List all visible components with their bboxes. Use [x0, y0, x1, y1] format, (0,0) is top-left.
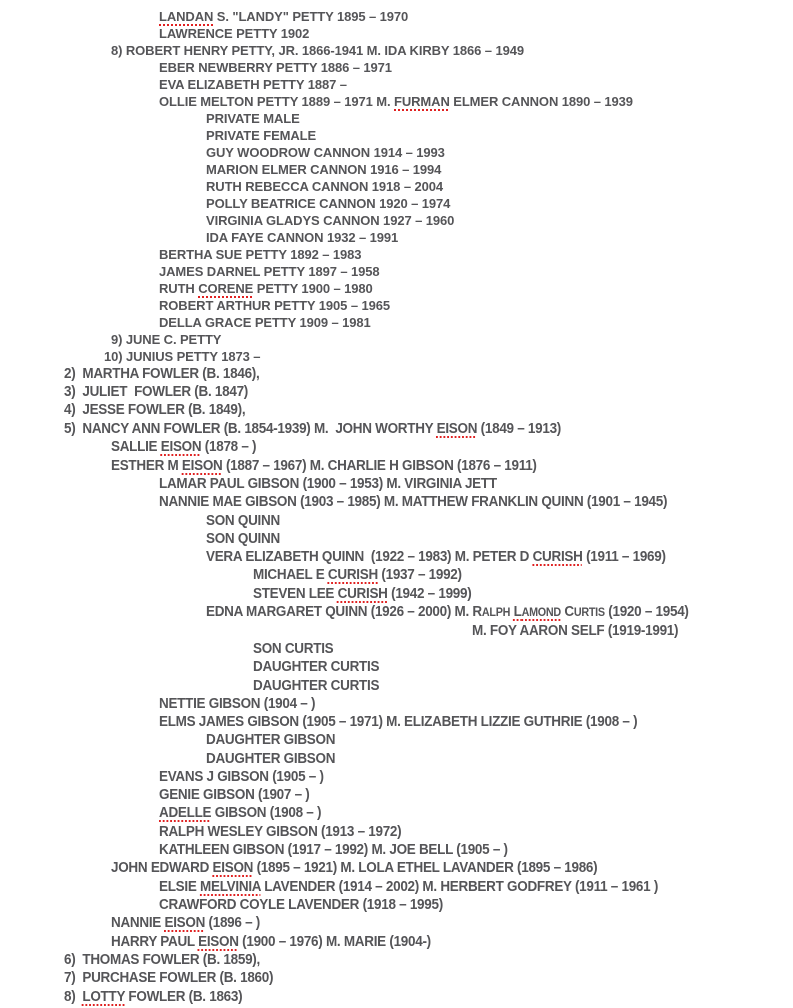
entry-text: ROBERT ARTHUR PETTY 1905 – 1965: [159, 298, 390, 313]
entry-text: 6) THOMAS FOWLER (B. 1859),: [64, 952, 260, 968]
entry-line: [64, 367, 259, 382]
entry-text: SON CURTIS: [253, 641, 334, 657]
entry-text: EVA ELIZABETH PETTY 1887 –: [159, 77, 347, 92]
entry-line: [111, 935, 431, 950]
entry-text: 4) JESSE FOWLER (B. 1849),: [64, 402, 246, 418]
entry-text: BERTHA SUE PETTY 1892 – 1983: [159, 247, 362, 262]
entry-line: [159, 715, 637, 730]
entry-text: EBER NEWBERRY PETTY 1886 – 1971: [159, 60, 392, 75]
entry-line: [159, 825, 401, 840]
entry-text: ELSIE: [159, 879, 201, 895]
entry-text: DAUGHTER GIBSON: [206, 732, 336, 748]
entry-line: [111, 44, 524, 57]
entry-line: [159, 477, 497, 492]
entry-text: VERA ELIZABETH QUINN (1922 – 1983) M. PETER D: [206, 549, 533, 565]
entry-text: ELMS JAMES GIBSON (1905 – 1971) M. ELIZABETH LIZZIE GUTHRIE (1908 – ): [159, 714, 638, 730]
entry-line: [159, 697, 315, 712]
entry-line: [159, 806, 321, 821]
entry-line: [159, 282, 373, 295]
entry-text: GENIE GIBSON (1907 – ): [159, 787, 310, 803]
entry-text: DAUGHTER CURTIS: [253, 659, 380, 675]
entry-line: [64, 403, 245, 418]
entry-line: [206, 197, 450, 210]
entry-line: [206, 752, 335, 767]
entry-text: EVANS J GIBSON (1905 – ): [159, 769, 324, 785]
entry-text: (1942 – 1999): [387, 586, 472, 602]
entry-text: GUY WOODROW CANNON 1914 – 1993: [206, 145, 445, 160]
entry-text: OLLIE MELTON PETTY 1889 – 1971 M.: [159, 94, 395, 109]
spellcheck-word[interactable]: MELVINIA: [200, 879, 261, 895]
entry-text: ALPH: [481, 606, 511, 619]
entry-text: LAWRENCE PETTY 1902: [159, 26, 310, 41]
entry-line: [159, 495, 667, 510]
entry-text: PRIVATE FEMALE: [206, 128, 317, 143]
entry-text: C: [564, 604, 574, 620]
entry-line: [206, 180, 443, 193]
entry-line: [159, 95, 633, 108]
entry-line: [159, 316, 371, 329]
entry-text: (1878 – ): [201, 439, 257, 455]
entry-line: [159, 299, 390, 312]
entry-line: [111, 916, 260, 931]
entry-text: JAMES DARNEL PETTY 1897 – 1958: [159, 264, 380, 279]
entry-line: [472, 624, 678, 639]
entry-line: [206, 112, 300, 125]
spellcheck-word[interactable]: L: [513, 604, 522, 620]
entry-line: [159, 843, 508, 858]
entry-line: [104, 350, 260, 363]
entry-text: VIRGINIA GLADYS CANNON 1927 – 1960: [206, 213, 455, 228]
entry-line: [253, 587, 471, 602]
entry-text: SON QUINN: [206, 531, 280, 547]
spellcheck-word[interactable]: ADELLE: [159, 805, 212, 821]
entry-line: [253, 660, 379, 675]
entry-line: [206, 231, 398, 244]
entry-text: 3) JULIET FOWLER (B. 1847): [64, 384, 249, 400]
entry-text: EDNA MARGARET QUINN (1926 – 2000) M.: [206, 604, 473, 620]
entry-text: 8) ROBERT HENRY PETTY, JR. 1866-1941 M. IDA KIRBY 1866 – 1949: [111, 43, 524, 58]
spellcheck-word[interactable]: CURISH: [327, 567, 378, 583]
spellcheck-word[interactable]: CURISH: [337, 586, 388, 602]
entry-line: [206, 163, 441, 176]
spellcheck-word[interactable]: EISON: [212, 860, 254, 876]
entry-text: MICHAEL E: [253, 567, 328, 583]
entry-text: URTIS: [573, 606, 605, 619]
entry-line: [253, 679, 379, 694]
spellcheck-word[interactable]: LANDAN: [159, 9, 214, 24]
entry-text: STEVEN LEE: [253, 586, 338, 602]
entry-text: FOWLER (B. 1863): [124, 989, 243, 1005]
entry-line: [206, 733, 335, 748]
entry-line: [159, 10, 408, 23]
entry-text: (1895 – 1921) M. LOLA ETHEL LAVANDER (1895 – 1986): [253, 860, 598, 876]
spellcheck-word[interactable]: FURMAN: [394, 94, 450, 109]
entry-line: [159, 265, 380, 278]
entry-text: RUTH REBECCA CANNON 1918 – 2004: [206, 179, 443, 194]
entry-text: PETTY 1900 – 1980: [253, 281, 373, 296]
entry-text: (1887 – 1967) M. CHARLIE H GIBSON (1876 – 1911): [222, 458, 537, 474]
entry-text: 9) JUNE C. PETTY: [111, 332, 222, 347]
entry-line: [159, 27, 309, 40]
entry-text: RUTH: [159, 281, 199, 296]
entry-line: [206, 146, 445, 159]
spellcheck-word[interactable]: EISON: [198, 934, 239, 950]
entry-line: [159, 788, 310, 803]
entry-text: DELLA GRACE PETTY 1909 – 1981: [159, 315, 371, 330]
entry-text: LAVENDER (1914 – 2002) M. HERBERT GODFREY (1911 – 1961 ): [260, 879, 659, 895]
entry-line: [206, 532, 280, 547]
entry-line: [64, 971, 273, 986]
entry-line: [111, 333, 221, 346]
entry-text: ESTHER M: [111, 458, 182, 474]
entry-line: [64, 990, 242, 1005]
entry-text: JOHN EDWARD: [111, 860, 213, 876]
entry-text: (1920 – 1954): [604, 604, 689, 620]
entry-text: RALPH WESLEY GIBSON (1913 – 1972): [159, 824, 402, 840]
spellcheck-word[interactable]: EISON: [436, 421, 478, 437]
entry-text: 10) JUNIUS PETTY 1873 –: [104, 349, 261, 364]
entry-text: (1896 – ): [205, 915, 261, 931]
entry-line: [64, 953, 260, 968]
entry-line: [159, 770, 324, 785]
entry-text: KATHLEEN GIBSON (1917 – 1992) M. JOE BELL (1905 – ): [159, 842, 508, 858]
entry-text: 2) MARTHA FOWLER (B. 1846),: [64, 366, 260, 382]
entry-text: MARION ELMER CANNON 1916 – 1994: [206, 162, 442, 177]
spellcheck-word[interactable]: LOTTY: [82, 989, 125, 1005]
entry-line: [159, 898, 443, 913]
spellcheck-word[interactable]: EISON: [164, 915, 206, 931]
spellcheck-word[interactable]: CORENE: [198, 281, 254, 296]
entry-line: [206, 605, 689, 620]
entry-line: [64, 422, 561, 437]
entry-text: HARRY PAUL: [111, 934, 199, 950]
entry-text: M. FOY AARON SELF (1919-1991): [472, 623, 679, 639]
entry-text: LAMAR PAUL GIBSON (1900 – 1953) M. VIRGINIA JETT: [159, 476, 497, 492]
spellcheck-word[interactable]: AMOND: [521, 606, 561, 619]
entry-text: DAUGHTER CURTIS: [253, 678, 380, 694]
entry-text: S. "LANDY" PETTY 1895 – 1970: [213, 9, 409, 24]
entry-line: [206, 550, 666, 565]
entry-text: R: [472, 604, 482, 620]
entry-text: NANNIE: [111, 915, 165, 931]
entry-line: [206, 129, 316, 142]
entry-text: GIBSON (1908 – ): [211, 805, 322, 821]
entry-text: DAUGHTER GIBSON: [206, 751, 336, 767]
entry-text: CRAWFORD COYLE LAVENDER (1918 – 1995): [159, 897, 443, 913]
entry-line: [253, 642, 333, 657]
entry-line: [111, 861, 597, 876]
entry-line: [159, 78, 347, 91]
entry-line: [159, 880, 658, 895]
entry-line: [253, 568, 462, 583]
entry-line: [206, 514, 280, 529]
entry-text: ELMER CANNON 1890 – 1939: [449, 94, 633, 109]
entry-line: [111, 440, 256, 455]
entry-text: (1849 – 1913): [477, 421, 562, 437]
spellcheck-word[interactable]: EISON: [160, 439, 202, 455]
entry-text: SON QUINN: [206, 513, 280, 529]
entry-line: [159, 61, 392, 74]
entry-line: [111, 459, 537, 474]
entry-text: PRIVATE MALE: [206, 111, 300, 126]
entry-text: SALLIE: [111, 439, 161, 455]
entry-text: 8): [64, 989, 83, 1005]
entry-text: 5) NANCY ANN FOWLER (B. 1854-1939) M. JOHN WORTHY: [64, 421, 437, 437]
entry-text: IDA FAYE CANNON 1932 – 1991: [206, 230, 399, 245]
spellcheck-word[interactable]: CURISH: [532, 549, 583, 565]
entry-text: NETTIE GIBSON (1904 – ): [159, 696, 316, 712]
entry-text: NANNIE MAE GIBSON (1903 – 1985) M. MATTHEW FRANKLIN QUINN (1901 – 1945): [159, 494, 668, 510]
entry-line: [64, 385, 248, 400]
entry-text: (1911 – 1969): [582, 549, 666, 565]
entry-line: [206, 214, 454, 227]
entry-text: (1937 – 1992): [377, 567, 462, 583]
entry-line: [159, 248, 361, 261]
entry-text: (1900 – 1976) M. MARIE (1904-): [238, 934, 431, 950]
spellcheck-word[interactable]: EISON: [181, 458, 223, 474]
entry-text: 7) PURCHASE FOWLER (B. 1860): [64, 970, 274, 986]
entry-text: POLLY BEATRICE CANNON 1920 – 1974: [206, 196, 451, 211]
